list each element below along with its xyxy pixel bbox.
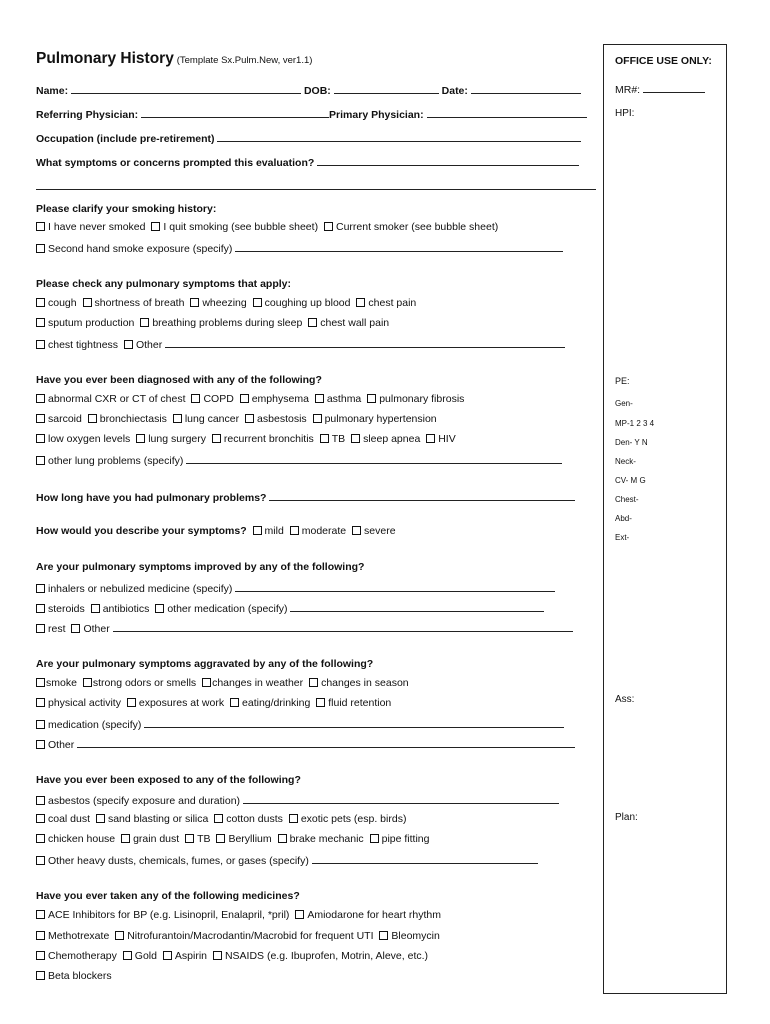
amiodarone-label: Amiodarone for heart rhythm xyxy=(307,909,441,921)
exam-mp: MP-1 2 3 4 xyxy=(615,419,655,428)
smoking-options xyxy=(36,221,501,234)
coughing-up-blood-checkbox[interactable] xyxy=(253,298,262,307)
pulmonary-fibrosis-checkbox[interactable] xyxy=(367,394,376,403)
strong-odors-checkbox[interactable] xyxy=(83,678,92,687)
aspirin-label: Aspirin xyxy=(174,950,208,962)
chest-tightness-label: chest tightness xyxy=(48,339,119,351)
gold-label: Gold xyxy=(134,950,157,962)
steroids-checkbox[interactable] xyxy=(36,604,45,613)
rest-checkbox[interactable] xyxy=(36,624,45,633)
exam-neck: Neck- xyxy=(615,457,636,466)
strong-odors-label: strong odors or smells xyxy=(92,677,197,689)
evaluation-reason-field[interactable] xyxy=(317,155,579,166)
sand-blasting-checkbox[interactable] xyxy=(96,814,105,823)
aggravated-row-2 xyxy=(36,697,394,710)
mr-label: MR#: xyxy=(615,84,641,96)
other-lung-problems-field[interactable] xyxy=(186,453,562,464)
dob-field[interactable] xyxy=(334,83,439,94)
sleep-apnea-checkbox[interactable] xyxy=(351,434,360,443)
secondhand-smoke-label: Second hand smoke exposure (specify) xyxy=(48,243,233,255)
asthma-checkbox[interactable] xyxy=(315,394,324,403)
cotton-dusts-checkbox[interactable] xyxy=(214,814,223,823)
ace-inhibitors-checkbox[interactable] xyxy=(36,910,45,919)
sleep-apnea-label: sleep apnea xyxy=(363,433,421,445)
smoking-heading: Please clarify your smoking history: xyxy=(36,203,217,215)
plan-label: Plan: xyxy=(615,812,638,823)
nsaids-checkbox[interactable] xyxy=(213,951,222,960)
referring-physician-field[interactable] xyxy=(141,107,329,118)
physical-activity-checkbox[interactable] xyxy=(36,698,45,707)
fluid-retention-label: fluid retention xyxy=(328,697,392,709)
nsaids-label: NSAIDS (e.g. Ibuprofen, Motrin, Aleve, etc.) xyxy=(224,950,429,962)
mild-checkbox[interactable] xyxy=(253,526,262,535)
grain-dust-label: grain dust xyxy=(133,833,180,845)
symptoms-row-2 xyxy=(36,317,392,330)
sarcoid-label: sarcoid xyxy=(48,413,82,425)
methotrexate-checkbox[interactable] xyxy=(36,931,45,940)
pipe-fitting-label: pipe fitting xyxy=(381,833,430,845)
describe-question: How would you describe your symptoms? xyxy=(36,525,247,537)
exposed-heading: Have you ever been exposed to any of the following? xyxy=(36,774,301,786)
brake-mechanic-label: brake mechanic xyxy=(289,833,364,845)
ace-inhibitors-label: ACE Inhibitors for BP (e.g. Lisinopril, Enalapril, *pril) xyxy=(48,909,290,921)
smoke-checkbox[interactable] xyxy=(36,678,45,687)
medicines-row-1 xyxy=(36,909,444,922)
never-smoked-label: I have never smoked xyxy=(48,221,146,233)
name-field[interactable] xyxy=(71,83,301,94)
assessment-label: Ass: xyxy=(615,694,635,705)
exam-abd: Abd- xyxy=(615,514,632,523)
exam-den: Den- Y N xyxy=(615,438,648,447)
current-smoker-checkbox[interactable] xyxy=(324,222,333,231)
aggravated-row-1 xyxy=(36,677,412,690)
hiv-label: HIV xyxy=(438,433,456,445)
cough-checkbox[interactable] xyxy=(36,298,45,307)
page-title xyxy=(36,50,312,68)
nitrofurantoin-label: Nitrofurantoin/Macrodantin/Macrobid for frequent UTI xyxy=(127,930,374,942)
abnormal-cxr-label: abnormal CXR or CT of chest xyxy=(48,393,186,405)
coal-dust-checkbox[interactable] xyxy=(36,814,45,823)
physical-activity-label: physical activity xyxy=(48,697,121,709)
work-exposures-checkbox[interactable] xyxy=(127,698,136,707)
heavy-dusts-checkbox[interactable] xyxy=(36,856,45,865)
aggravated-heading: Are your pulmonary symptoms aggravated by any of the following? xyxy=(36,658,374,670)
chemotherapy-checkbox[interactable] xyxy=(36,951,45,960)
cotton-dusts-label: cotton dusts xyxy=(226,813,283,825)
duration-question: How long have you had pulmonary problems? xyxy=(36,492,267,504)
heavy-dusts-field[interactable] xyxy=(312,853,538,864)
inhalers-checkbox[interactable] xyxy=(36,584,45,593)
mild-label: mild xyxy=(264,525,284,537)
pipe-fitting-checkbox[interactable] xyxy=(370,834,379,843)
quit-smoking-checkbox[interactable] xyxy=(151,222,160,231)
beta-blockers-checkbox[interactable] xyxy=(36,971,45,980)
demographics-row xyxy=(36,83,581,98)
diagnosed-row-4 xyxy=(36,453,562,468)
mr-field[interactable] xyxy=(643,82,705,93)
duration-row xyxy=(36,490,575,505)
occupation-field[interactable] xyxy=(217,131,581,142)
sleep-breathing-label: breathing problems during sleep xyxy=(152,317,303,329)
eating-drinking-checkbox[interactable] xyxy=(230,698,239,707)
improved-other-checkbox[interactable] xyxy=(71,624,80,633)
lung-cancer-checkbox[interactable] xyxy=(173,414,182,423)
hiv-checkbox[interactable] xyxy=(426,434,435,443)
office-use-panel xyxy=(603,44,727,994)
pulmonary-hypertension-label: pulmonary hypertension xyxy=(324,413,437,425)
low-oxygen-label: low oxygen levels xyxy=(48,433,131,445)
bronchiectasis-checkbox[interactable] xyxy=(88,414,97,423)
season-changes-label: changes in season xyxy=(321,677,409,689)
coughing-up-blood-label: coughing up blood xyxy=(264,297,351,309)
copd-label: COPD xyxy=(203,393,234,405)
asthma-label: asthma xyxy=(326,393,362,405)
low-oxygen-checkbox[interactable] xyxy=(36,434,45,443)
shortness-of-breath-checkbox[interactable] xyxy=(83,298,92,307)
chest-wall-pain-checkbox[interactable] xyxy=(308,318,317,327)
beryllium-checkbox[interactable] xyxy=(216,834,225,843)
chest-tightness-checkbox[interactable] xyxy=(36,340,45,349)
evaluation-reason-row xyxy=(36,155,579,170)
sputum-production-label: sputum production xyxy=(48,317,135,329)
chest-pain-checkbox[interactable] xyxy=(356,298,365,307)
other-medication-checkbox[interactable] xyxy=(155,604,164,613)
date-field[interactable] xyxy=(471,83,581,94)
brake-mechanic-checkbox[interactable] xyxy=(278,834,287,843)
pe-label: PE: xyxy=(615,376,630,386)
beryllium-label: Beryllium xyxy=(228,833,272,845)
chest-wall-pain-label: chest wall pain xyxy=(320,317,390,329)
asbestos-exposure-label: asbestos (specify exposure and duration) xyxy=(48,795,241,807)
secondhand-smoke-field[interactable] xyxy=(235,241,563,252)
symptoms-heading: Please check any pulmonary symptoms that apply: xyxy=(36,278,292,290)
chest-pain-label: chest pain xyxy=(368,297,417,309)
lung-surgery-label: lung surgery xyxy=(148,433,206,445)
inhalers-label: inhalers or nebulized medicine (specify) xyxy=(48,583,233,595)
medicines-heading: Have you ever taken any of the following medicines? xyxy=(36,890,300,902)
rest-label: rest xyxy=(48,623,66,635)
secondhand-smoke-checkbox[interactable] xyxy=(36,244,45,253)
chicken-house-checkbox[interactable] xyxy=(36,834,45,843)
methotrexate-label: Methotrexate xyxy=(48,930,110,942)
mr-row xyxy=(615,82,705,96)
chemotherapy-label: Chemotherapy xyxy=(48,950,117,962)
eating-drinking-label: eating/drinking xyxy=(242,697,311,709)
improved-row-3 xyxy=(36,621,573,636)
moderate-checkbox[interactable] xyxy=(290,526,299,535)
moderate-label: moderate xyxy=(301,525,347,537)
quit-smoking-label: I quit smoking (see bubble sheet) xyxy=(163,221,319,233)
sarcoid-checkbox[interactable] xyxy=(36,414,45,423)
primary-physician-label: Primary Physician: xyxy=(329,109,424,121)
form-template-version: (Template Sx.Pulm.New, ver1.1) xyxy=(176,55,313,66)
medicines-row-2 xyxy=(36,930,443,943)
symptoms-row-1 xyxy=(36,297,419,310)
pulmonary-hypertension-checkbox[interactable] xyxy=(313,414,322,423)
diagnosed-row-1 xyxy=(36,393,467,406)
pulmonary-fibrosis-label: pulmonary fibrosis xyxy=(379,393,465,405)
referring-physician-label: Referring Physician: xyxy=(36,109,139,121)
recurrent-bronchitis-checkbox[interactable] xyxy=(212,434,221,443)
shortness-of-breath-label: shortness of breath xyxy=(94,297,185,309)
grain-dust-checkbox[interactable] xyxy=(121,834,130,843)
form-title: Pulmonary History xyxy=(36,50,174,67)
aggravating-medication-field[interactable] xyxy=(144,717,564,728)
improved-other-label: Other xyxy=(83,623,110,635)
diagnosed-row-2 xyxy=(36,413,440,426)
symptoms-other-field[interactable] xyxy=(165,337,565,348)
tb-diagnosis-label: TB xyxy=(331,433,346,445)
current-smoker-label: Current smoker (see bubble sheet) xyxy=(335,221,499,233)
aggravated-other-field[interactable] xyxy=(77,737,575,748)
chicken-house-label: chicken house xyxy=(48,833,116,845)
other-medication-label: other medication (specify) xyxy=(167,603,288,615)
inhalers-field[interactable] xyxy=(235,581,555,592)
bronchiectasis-label: bronchiectasis xyxy=(99,413,167,425)
asbestosis-checkbox[interactable] xyxy=(245,414,254,423)
office-use-heading: OFFICE USE ONLY: xyxy=(615,55,712,67)
smoke-label: smoke xyxy=(46,677,77,689)
asbestosis-label: asbestosis xyxy=(257,413,307,425)
wheezing-checkbox[interactable] xyxy=(190,298,199,307)
exposed-row-4 xyxy=(36,853,538,868)
severe-label: severe xyxy=(364,525,396,537)
nitrofurantoin-checkbox[interactable] xyxy=(115,931,124,940)
occupation-row xyxy=(36,131,581,146)
medicines-row-3 xyxy=(36,950,431,963)
gold-checkbox[interactable] xyxy=(123,951,132,960)
weather-changes-checkbox[interactable] xyxy=(202,678,211,687)
physician-row xyxy=(36,107,587,122)
evaluation-reason-label: What symptoms or concerns prompted this evaluation? xyxy=(36,157,315,169)
exotic-pets-label: exotic pets (esp. birds) xyxy=(300,813,407,825)
abnormal-cxr-checkbox[interactable] xyxy=(36,394,45,403)
wheezing-label: wheezing xyxy=(202,297,247,309)
date-label: Date: xyxy=(441,85,468,97)
cough-label: cough xyxy=(48,297,77,309)
exam-ext: Ext- xyxy=(615,533,630,542)
sputum-production-checkbox[interactable] xyxy=(36,318,45,327)
symptoms-other-checkbox[interactable] xyxy=(124,340,133,349)
secondhand-row xyxy=(36,241,563,256)
exam-chest: Chest- xyxy=(615,495,639,504)
amiodarone-checkbox[interactable] xyxy=(295,910,304,919)
exposed-row-3 xyxy=(36,833,432,846)
hpi-label: HPI: xyxy=(615,108,635,119)
exposed-row-1 xyxy=(36,793,559,808)
improved-heading: Are your pulmonary symptoms improved by any of the following? xyxy=(36,561,365,573)
sand-blasting-label: sand blasting or silica xyxy=(107,813,209,825)
aggravated-row-3 xyxy=(36,717,564,732)
copd-checkbox[interactable] xyxy=(191,394,200,403)
heavy-dusts-label: Other heavy dusts, chemicals, fumes, or gases (specify) xyxy=(48,855,309,867)
asbestos-exposure-checkbox[interactable] xyxy=(36,796,45,805)
weather-changes-label: changes in weather xyxy=(212,677,304,689)
season-changes-checkbox[interactable] xyxy=(309,678,318,687)
emphysema-label: emphysema xyxy=(251,393,309,405)
severe-checkbox[interactable] xyxy=(352,526,361,535)
aspirin-checkbox[interactable] xyxy=(163,951,172,960)
tb-diagnosis-checkbox[interactable] xyxy=(320,434,329,443)
primary-physician-field[interactable] xyxy=(427,107,587,118)
aggravated-other-label: Other xyxy=(48,739,75,751)
coal-dust-label: coal dust xyxy=(48,813,91,825)
other-lung-problems-label: other lung problems (specify) xyxy=(48,455,184,467)
exam-cv: CV- M G xyxy=(615,476,646,485)
dob-label: DOB: xyxy=(303,85,331,97)
lung-surgery-checkbox[interactable] xyxy=(136,434,145,443)
lung-cancer-label: lung cancer xyxy=(184,413,240,425)
sleep-breathing-checkbox[interactable] xyxy=(140,318,149,327)
bleomycin-checkbox[interactable] xyxy=(379,931,388,940)
other-lung-problems-checkbox[interactable] xyxy=(36,456,45,465)
aggravating-medication-label: medication (specify) xyxy=(48,719,142,731)
emphysema-checkbox[interactable] xyxy=(240,394,249,403)
symptoms-row-3 xyxy=(36,337,565,352)
exotic-pets-checkbox[interactable] xyxy=(289,814,298,823)
tb-exposure-label: TB xyxy=(197,833,211,845)
other-medication-field[interactable] xyxy=(290,601,544,612)
tb-exposure-checkbox[interactable] xyxy=(185,834,194,843)
antibiotics-label: antibiotics xyxy=(102,603,150,615)
exam-gen: Gen- xyxy=(615,399,633,408)
steroids-label: steroids xyxy=(48,603,85,615)
diagnosed-heading: Have you ever been diagnosed with any of the following? xyxy=(36,374,322,386)
describe-row xyxy=(36,525,399,538)
diagnosed-row-3 xyxy=(36,433,459,446)
improved-row-1 xyxy=(36,581,555,596)
symptoms-other-label: Other xyxy=(135,339,163,351)
antibiotics-checkbox[interactable] xyxy=(91,604,100,613)
work-exposures-label: exposures at work xyxy=(138,697,225,709)
bleomycin-label: Bleomycin xyxy=(391,930,440,942)
medicines-row-4 xyxy=(36,970,115,983)
improved-row-2 xyxy=(36,601,544,616)
duration-field[interactable] xyxy=(269,490,575,501)
evaluation-reason-field-line2[interactable] xyxy=(36,189,596,190)
asbestos-exposure-field[interactable] xyxy=(243,793,559,804)
never-smoked-checkbox[interactable] xyxy=(36,222,45,231)
fluid-retention-checkbox[interactable] xyxy=(316,698,325,707)
exposed-row-2 xyxy=(36,813,409,826)
beta-blockers-label: Beta blockers xyxy=(48,970,112,982)
name-label: Name: xyxy=(36,85,69,97)
aggravated-other-checkbox[interactable] xyxy=(36,740,45,749)
aggravated-row-4 xyxy=(36,737,575,752)
recurrent-bronchitis-label: recurrent bronchitis xyxy=(223,433,314,445)
improved-other-field[interactable] xyxy=(113,621,573,632)
occupation-label: Occupation (include pre-retirement) xyxy=(36,133,215,145)
aggravating-medication-checkbox[interactable] xyxy=(36,720,45,729)
